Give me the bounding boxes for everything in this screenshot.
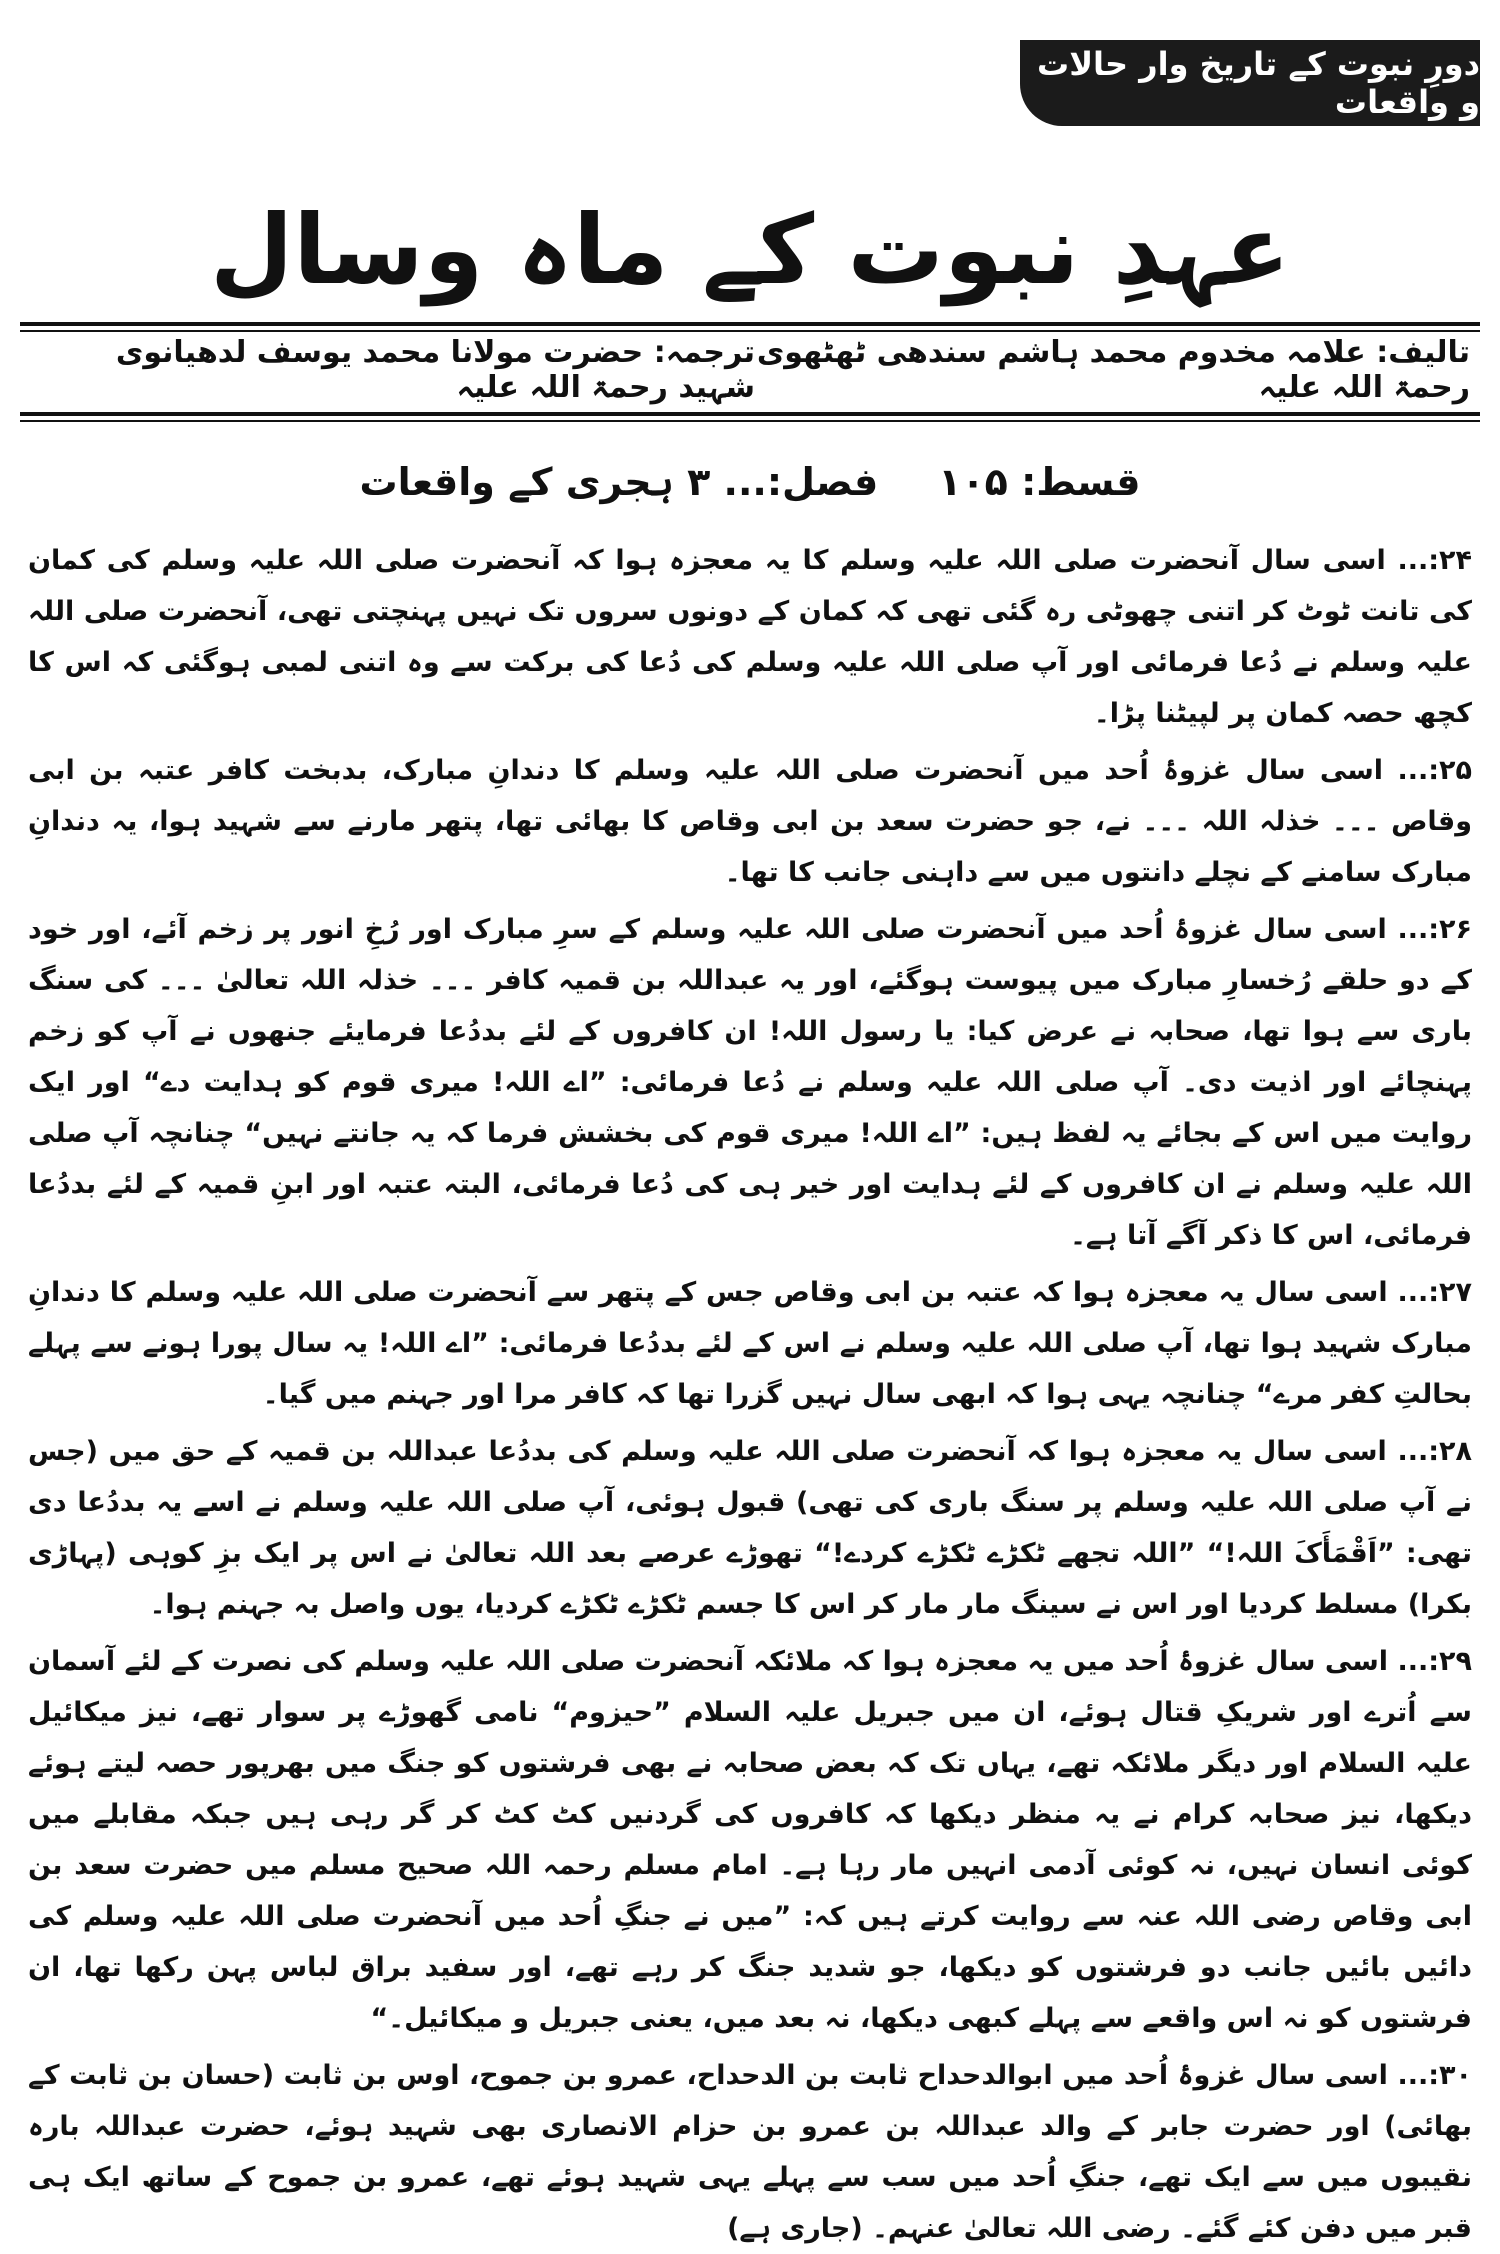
series-badge: دورِ نبوت کے تاریخ وار حالات و واقعات <box>1020 40 1480 126</box>
author-credit: تالیف: علامہ مخدوم محمد ہاشم سندھی ٹھٹھوی رحمۃ اللہ علیہ <box>756 335 1470 405</box>
section-heading <box>0 442 1500 522</box>
article-body <box>28 535 1472 2244</box>
paragraph-29: ۲۹:... اسی سال غزوۂ اُحد میں یہ معجزہ ہوا کہ ملائکہ آنحضرت صلی اللہ علیہ وسلم کی نصرت کے لئے آسمان سے اُترے اور شریکِ قتال ہوئے، ان میں جبریل علیہ السلام ”حیزوم“ نامی گھوڑے پر سوار تھے، نیز میکائیل علیہ السلام اور دیگر ملائکہ تھے، یہاں تک کہ بعض صحابہ نے بھی فرشتوں کو جنگ میں بھرپور حصہ لیتے ہوئے دیکھا، نیز صحابہ کرام نے یہ منظر دیکھا کہ کافروں کی گردنیں کٹ کٹ کر گر رہی ہیں جبکہ مقابلے میں کوئی انسان نہیں، نہ کوئی آدمی انہیں مار رہا ہے۔ امام مسلم رحمہ اللہ صحیح مسلم میں حضرت سعد بن ابی وقاص رضی اللہ عنہ سے روایت کرتے ہیں کہ: ”میں نے جنگِ اُحد میں آنحضرت صلی اللہ علیہ وسلم کی دائیں بائیں جانب دو فرشتوں کو دیکھا، جو شدید جنگ کر رہے تھے، اور سفید براق لباس پہن رکھا تھا، ان فرشتوں کو نہ اس واقعے سے پہلے کبھی دیکھا، نہ بعد میں، یعنی جبریل و میکائیل۔“ <box>28 1646 1472 2034</box>
paragraph-26: ۲۶:... اسی سال غزوۂ اُحد میں آنحضرت صلی اللہ علیہ وسلم کے سرِ مبارک اور رُخِ انور پر زخم آئے، اور خود کے دو حلقے رُخسارِ مبارک میں پیوست ہوگئے، اور یہ عبداللہ بن قمیہ کافر ۔۔۔ خذلہ اللہ تعالیٰ ۔۔۔ کی سنگ باری سے ہوا تھا، صحابہ نے عرض کیا: یا رسول اللہ! ان کافروں کے لئے بددُعا فرمایئے جنھوں نے آپ کو زخم پہنچائے اور اذیت دی۔ آپ صلی اللہ علیہ وسلم نے دُعا فرمائی: ”اے اللہ! میری قوم کو ہدایت دے“ اور ایک روایت میں اس کے بجائے یہ لفظ ہیں: ”اے اللہ! میری قوم کی بخشش فرما کہ یہ جانتے نہیں“ چنانچہ آپ صلی اللہ علیہ وسلم نے ان کافروں کے لئے ہدایت اور خیر ہی کی دُعا فرمائی، البتہ عتبہ اور ابنِ قمیہ کے لئے بددُعا فرمائی، اس کا ذکر آگے آتا ہے۔ <box>28 914 1472 1251</box>
divider-bottom <box>20 412 1480 422</box>
page-title: عہدِ نبوت کے ماہ وسال <box>209 194 1291 306</box>
translator-credit: ترجمہ: حضرت مولانا محمد یوسف لدھیانوی شہید رحمۃ اللہ علیہ <box>115 335 755 405</box>
paragraph-28: ۲۸:... اسی سال یہ معجزہ ہوا کہ آنحضرت صلی اللہ علیہ وسلم کی بددُعا عبداللہ بن قمیہ کے حق میں (جس نے آپ صلی اللہ علیہ وسلم پر سنگ باری کی تھی) قبول ہوئی، آپ صلی اللہ علیہ وسلم نے اسے یہ بددُعا دی تھی: ”اَقْمَأَکَ اللہ!“ ”اللہ تجھے ٹکڑے ٹکڑے کردے!“ تھوڑے عرصے بعد اللہ تعالیٰ نے اس پر ایک بزِ کوہی (پہاڑی بکرا) مسلط کردیا اور اس نے سینگ مار مار کر اس کا جسم ٹکڑے ٹکڑے کردیا، یوں واصل بہ جہنم ہوا۔ <box>28 1436 1472 1620</box>
credits-row <box>20 330 1480 410</box>
paragraph-24: ۲۴:... اسی سال آنحضرت صلی اللہ علیہ وسلم کا یہ معجزہ ہوا کہ آنحضرت صلی اللہ علیہ وسلم کی کمان کی تانت ٹوٹ کر اتنی چھوٹی رہ گئی تھی کہ کمان کے دونوں سروں تک نہیں پہنچتی تھی، آنحضرت صلی اللہ علیہ وسلم نے دُعا فرمائی اور آپ صلی اللہ علیہ وسلم کی دُعا کی برکت سے وہ اتنی لمبی ہوگئی کہ اس کا کچھ حصہ کمان پر لپیٹنا پڑا۔ <box>28 545 1472 729</box>
installment-label: قسط: ۱۰۵ <box>938 460 1141 504</box>
paragraph-30: ۳۰:... اسی سال غزوۂ اُحد میں ابوالدحداح ثابت بن الدحداح، عمرو بن جموح، اوس بن ثابت (حسان بن ثابت کے بھائی) اور حضرت جابر کے والد عبداللہ بن عمرو بن حزام الانصاری بھی شہید ہوئے، حضرت عبداللہ بارہ نقیبوں میں سے ایک تھے، جنگِ اُحد میں سب سے پہلے یہی شہید ہوئے تھے، عمرو بن جموح کے ساتھ ایک ہی قبر میں دفن کئے گئے۔ رضی اللہ تعالیٰ عنہم۔ (جاری ہے) <box>28 2060 1472 2244</box>
chapter-label: فصل:... ۳ ہجری کے واقعات <box>359 460 879 504</box>
paragraph-25: ۲۵:... اسی سال غزوۂ اُحد میں آنحضرت صلی اللہ علیہ وسلم کا دندانِ مبارک، بدبخت کافر عتبہ بن ابی وقاص ۔۔۔ خذلہ اللہ ۔۔۔ نے، جو حضرت سعد بن ابی وقاص کا بھائی تھا، پتھر مارنے سے شہید ہوا، یہ دندانِ مبارک سامنے کے نچلے دانتوں میں سے داہنی جانب کا تھا۔ <box>28 755 1472 888</box>
paragraph-27: ۲۷:... اسی سال یہ معجزہ ہوا کہ عتبہ بن ابی وقاص جس کے پتھر سے آنحضرت صلی اللہ علیہ وسلم کا دندانِ مبارک شہید ہوا تھا، آپ صلی اللہ علیہ وسلم نے اس کے لئے بددُعا فرمائی: ”اے اللہ! یہ سال پورا ہونے سے پہلے بحالتِ کفر مرے“ چنانچہ یہی ہوا کہ ابھی سال نہیں گزرا تھا کہ کافر مرا اور جہنم میں گیا۔ <box>28 1277 1472 1410</box>
